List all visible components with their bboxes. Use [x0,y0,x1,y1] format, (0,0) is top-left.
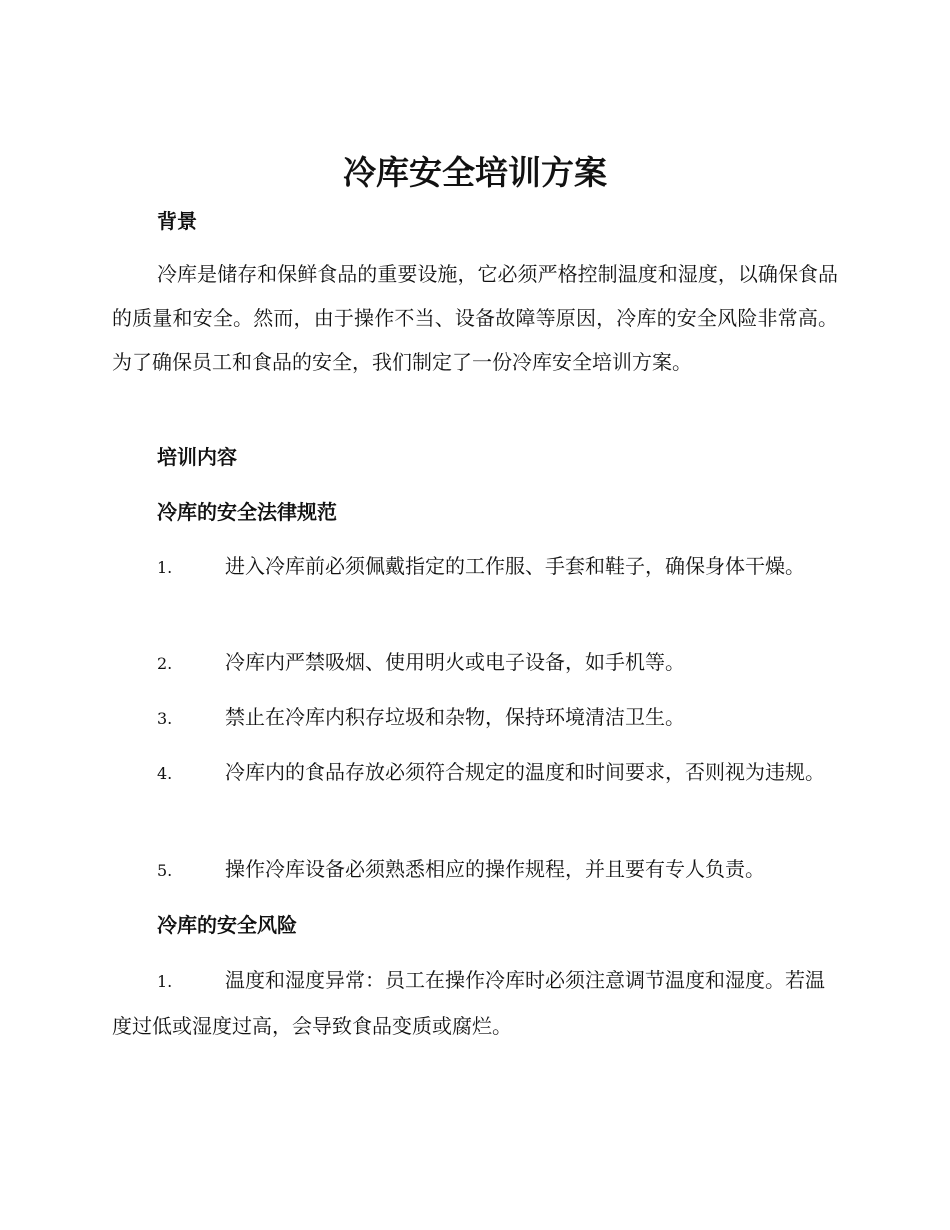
list-number: 1. [157,972,173,991]
heading-safety-law: 冷库的安全法律规范 [157,500,337,524]
background-paragraph: 冷库是储存和保鲜食品的重要设施，它必须严格控制温度和湿度，以确保食品的质量和安全。然而，由于操作不当、设备故障等原因，冷库的安全风险非常高。为了确保员工和食品的安全，我们制定了一份冷库安全培训方案。 [112,262,838,374]
heading-background: 背景 [157,209,197,233]
list-item-text: 冷库内的食品存放必须符合规定的温度和时间要求，否则视为违规。 [225,760,825,784]
law-item [112,544,838,590]
heading-safety-risk: 冷库的安全风险 [157,913,297,937]
law-item [112,750,838,796]
list-number: 4. [157,764,173,783]
list-number: 3. [157,709,173,728]
heading-training-content: 培训内容 [157,445,237,469]
law-item [112,695,838,741]
list-item-text: 温度和湿度异常：员工在操作冷库时必须注意调节温度和湿度。若温度过低或湿度过高，会导致食品变质或腐烂。 [112,968,825,1038]
document-title: 冷库安全培训方案 [343,153,607,192]
list-item-text: 冷库内严禁吸烟、使用明火或电子设备，如手机等。 [225,650,685,674]
list-item-text: 操作冷库设备必须熟悉相应的操作规程，并且要有专人负责。 [225,857,765,881]
risk-item [112,958,838,1048]
list-item-text: 禁止在冷库内积存垃圾和杂物，保持环境清洁卫生。 [225,705,685,729]
law-item [112,847,838,893]
law-item [112,640,838,686]
list-number: 2. [157,654,173,673]
list-item-text: 进入冷库前必须佩戴指定的工作服、手套和鞋子，确保身体干燥。 [225,554,805,578]
list-number: 5. [157,861,173,880]
list-number: 1. [157,558,173,577]
